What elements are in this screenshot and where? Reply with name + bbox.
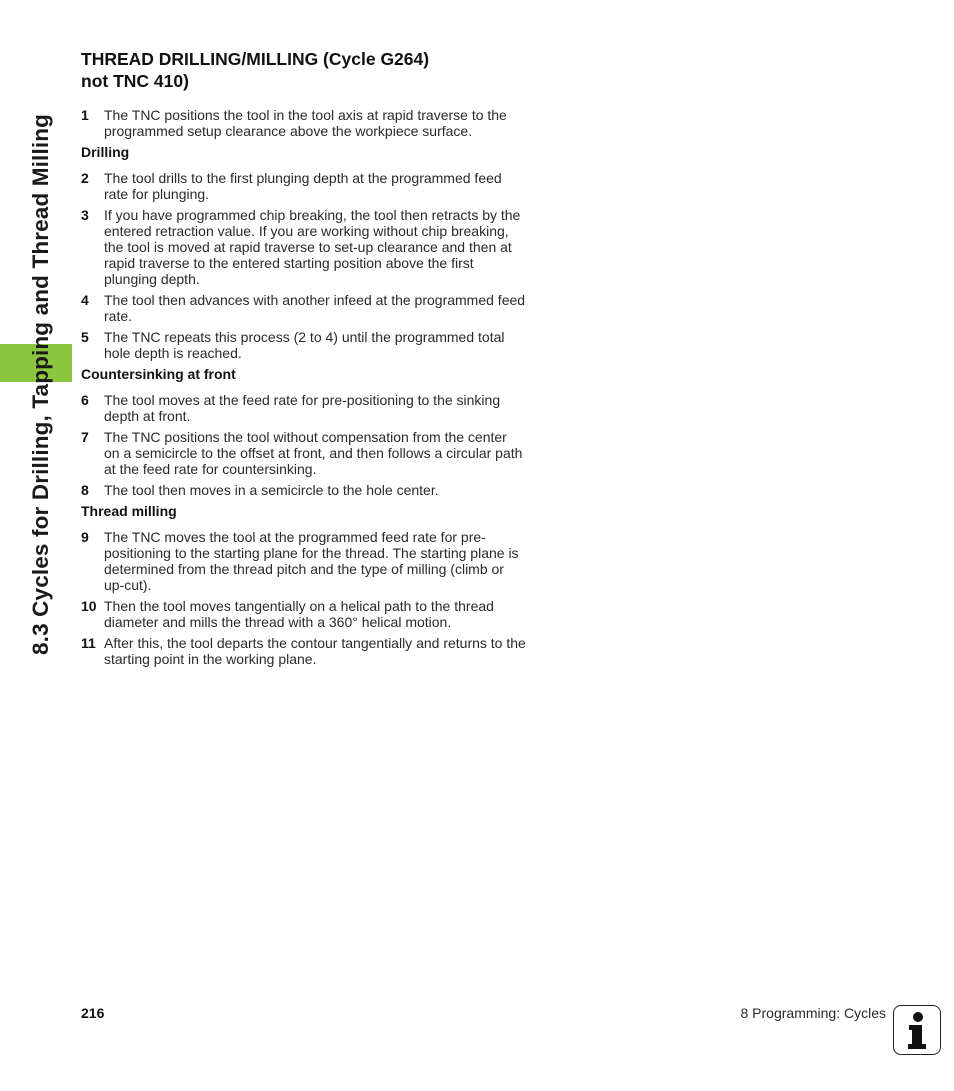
info-icon [893,1005,941,1055]
footer-chapter-label: 8 Programming: Cycles [740,1005,886,1021]
list-item [81,170,526,202]
step-number: 8 [81,482,89,498]
list-item [81,482,526,498]
list-item [81,292,526,324]
subheading-thread-milling: Thread milling [81,503,177,519]
step-number: 7 [81,429,89,445]
info-icon-glyph [894,1006,939,1053]
step-text: The TNC positions the tool in the tool axis at rapid traverse to the programmed setup clearance above the workpiece surface. [104,107,507,139]
step-text: After this, the tool departs the contour tangentially and returns to the starting point in the working plane. [104,635,526,667]
step-number: 10 [81,598,97,614]
step-text: If you have programmed chip breaking, the tool then retracts by the entered retraction value. If you are working without chip breaking, the tool is moved at rapid traverse to set-up clearance and then at rapid traverse to the entered starting position above the first plunging depth. [104,207,521,287]
list-item [81,329,526,361]
step-number: 1 [81,107,89,123]
list-item [81,529,526,593]
step-number: 5 [81,329,89,345]
step-number: 11 [81,635,96,651]
steps-list [81,107,526,667]
main-content [81,48,526,672]
list-item [81,107,526,139]
step-text: The TNC repeats this process (2 to 4) until the programmed total hole depth is reached. [104,329,505,361]
list-item [81,598,526,630]
step-text: The TNC positions the tool without compensation from the center on a semicircle to the offset at front, and then follows a circular path at the feed rate for countersinking. [104,429,523,477]
step-number: 9 [81,529,89,545]
page-number: 216 [81,1005,105,1021]
side-chapter-title: 8.3 Cycles for Drilling, Tapping and Thread Milling [28,113,53,655]
list-item [81,635,526,667]
step-text: The tool moves at the feed rate for pre-positioning to the sinking depth at front. [104,392,501,424]
step-text: The tool then moves in a semicircle to the hole center. [104,482,439,498]
step-text: Then the tool moves tangentially on a helical path to the thread diameter and mills the thread with a 360° helical motion. [104,598,494,630]
subheading-drilling: Drilling [81,144,130,160]
section-title [81,48,526,92]
step-number: 2 [81,170,89,186]
list-item [81,207,526,287]
step-text: The TNC moves the tool at the programmed feed rate for pre-positioning to the starting plane for the thread. The starting plane is determined from the thread pitch and the type of milling (climb or up-cut). [104,529,519,593]
step-text: The tool then advances with another infeed at the programmed feed rate. [104,292,526,324]
step-number: 3 [81,207,89,223]
step-number: 6 [81,392,89,408]
section-title-line1: THREAD DRILLING/MILLING (Cycle G264) [81,49,430,69]
step-number: 4 [81,292,89,308]
step-text: The tool drills to the first plunging depth at the programmed feed rate for plunging. [104,170,502,202]
subheading-countersinking: Countersinking at front [81,366,236,382]
section-title-line2: not TNC 410) [81,71,189,91]
list-item [81,392,526,424]
list-item [81,429,526,477]
